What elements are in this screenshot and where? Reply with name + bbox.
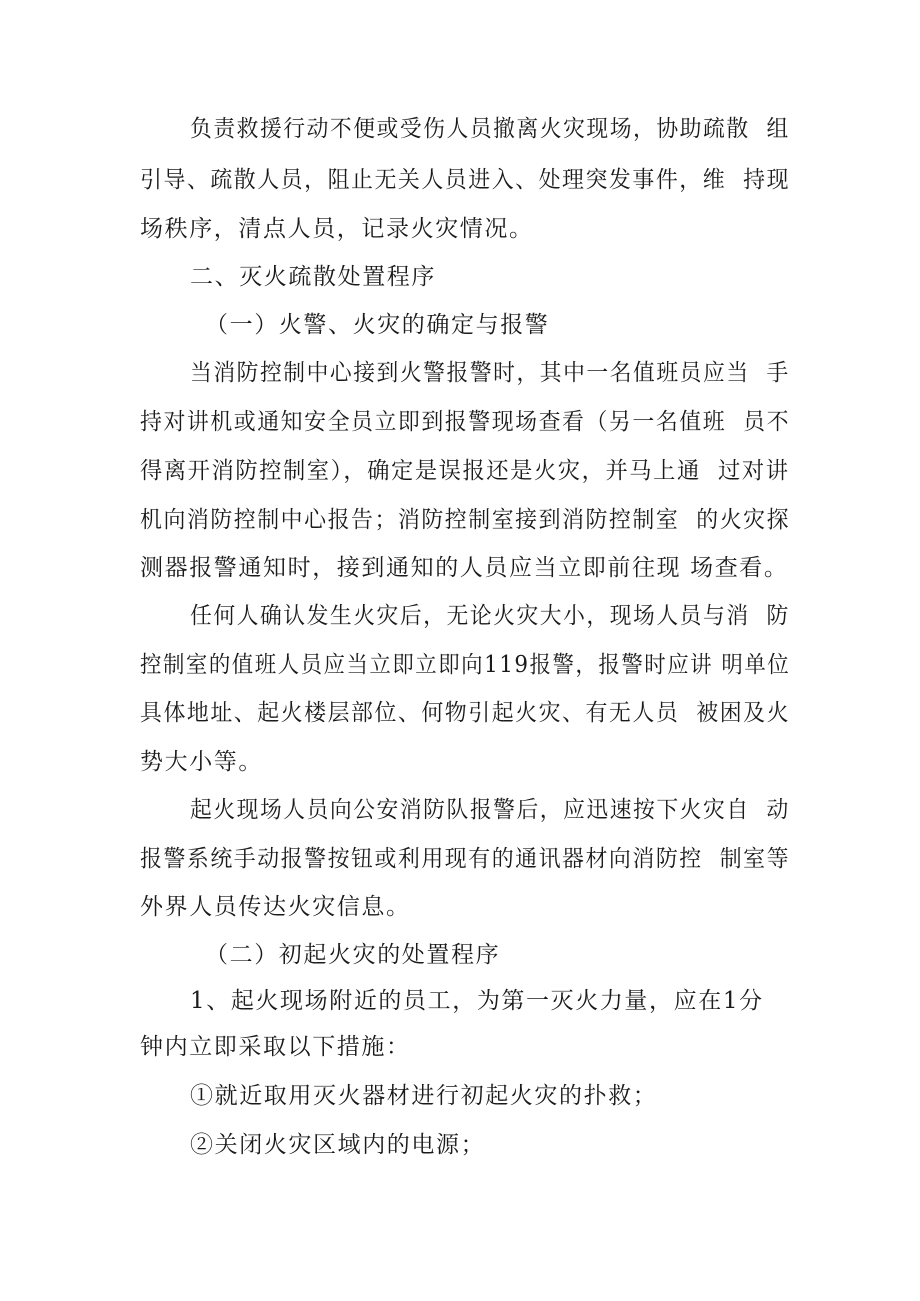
- text-line: 任何人确认发生火灾后，无论火灾大小，现场人员与消 防: [190, 603, 790, 629]
- text-line: 当消防控制中心接到火警报警时，其中一名值班员应当 手: [190, 360, 790, 386]
- text-line: 1、起火现场附近的员工，为第一灭火力量，应在1分: [190, 988, 764, 1014]
- text-line: 得离开消防控制室），确定是误报还是火灾，并马上通 过对讲: [140, 458, 790, 484]
- text-line: 场秩序，清点人员，记录火灾情况。: [140, 216, 534, 242]
- text-line: 起火现场人员向公安消防队报警后，应迅速按下火灾自 动: [190, 797, 790, 823]
- text-line: 控制室的值班人员应当立即立即向119报警，报警时应讲 明单位: [140, 652, 791, 678]
- text-line: 外界人员传达火灾信息。: [140, 894, 411, 920]
- text-line: 报警系统手动报警按钮或利用现有的通讯器材向消防控 制室等: [140, 846, 791, 872]
- text-line: 测器报警通知时，接到通知的人员应当立即前往现 场查看。: [140, 555, 789, 581]
- list-item: ②关闭火灾区域内的电源；: [190, 1132, 486, 1158]
- text-line: 钟内立即采取以下措施：: [140, 1034, 411, 1060]
- text-line: 机向消防控制中心报告；消防控制室接到消防控制室 的火灾探: [140, 507, 791, 533]
- text-line: 势大小等。: [140, 749, 263, 775]
- text-line: 持对讲机或通知安全员立即到报警现场查看（另一名值班 员不: [140, 409, 791, 435]
- text-line: 引导、疏散人员，阻止无关人员进入、处理突发事件，维 持现: [140, 167, 791, 193]
- subsection-heading: （二）初起火灾的处置程序: [205, 942, 501, 968]
- subsection-heading: （一）火警、火灾的确定与报警: [205, 312, 550, 338]
- section-heading: 二、灭火疏散处置程序: [190, 264, 436, 290]
- text-line: 具体地址、起火楼层部位、何物引起火灾、有无人员 被困及火: [140, 700, 791, 726]
- list-item: ①就近取用灭火器材进行初起火灾的扑救；: [190, 1083, 658, 1109]
- text-line: 负责救援行动不便或受伤人员撤离火灾现场，协助疏散 组: [190, 116, 790, 142]
